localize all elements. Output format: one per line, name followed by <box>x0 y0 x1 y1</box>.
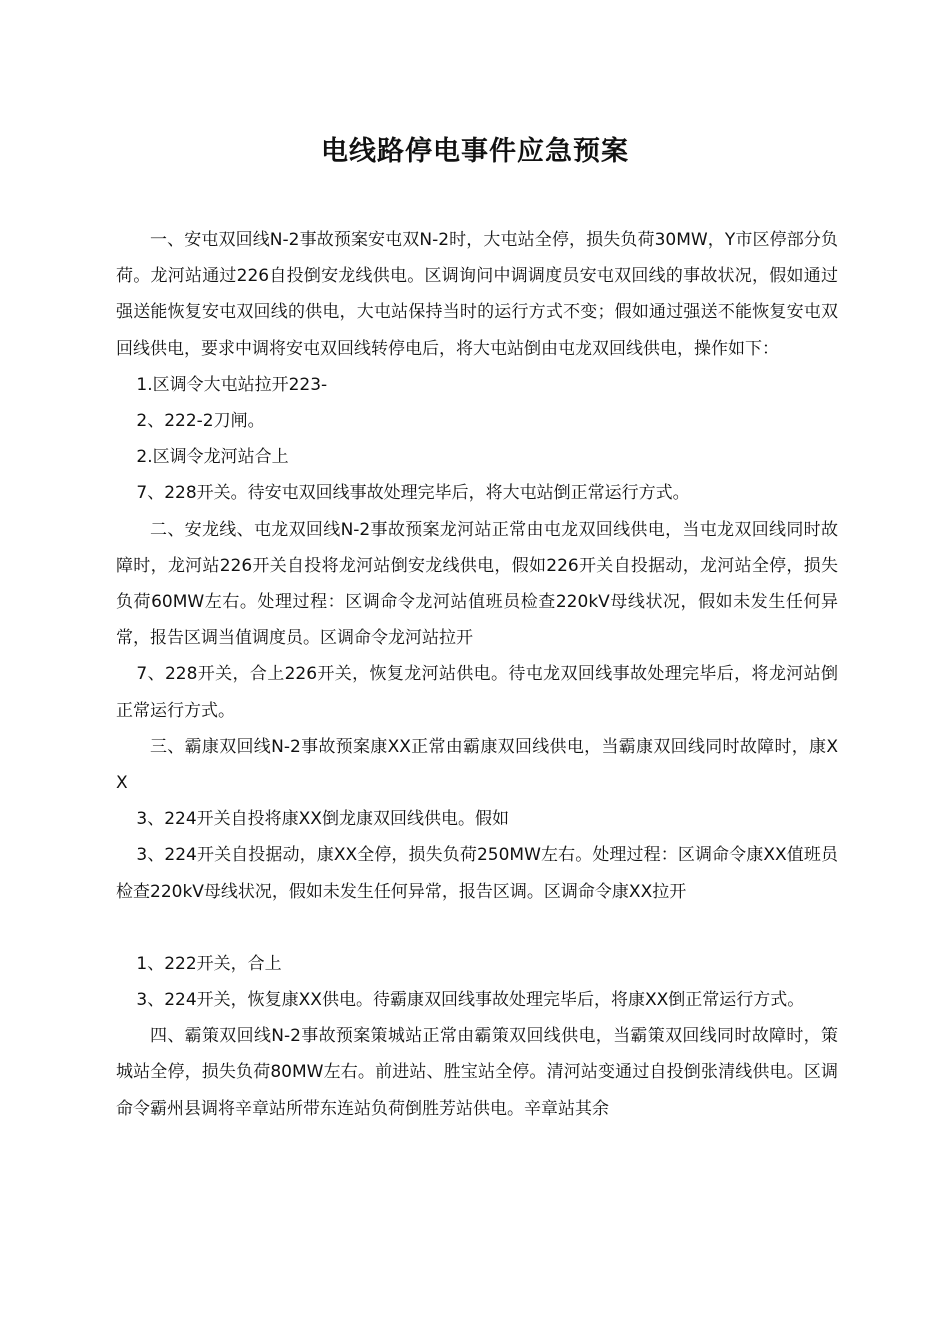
document-title: 电线路停电事件应急预案 <box>321 136 629 167</box>
paragraph-step-4: 7、228开关。待安屯双回线事故处理完毕后，将大屯站倒正常运行方式。 <box>136 483 690 504</box>
paragraph-step-2: 2、222-2刀闸。 <box>136 411 265 432</box>
paragraph-section-3-cont-2: 3、224开关自投据动，康XX全停，损失负荷250MW左右。处理过程：区调命令康XX值班员检查220kV母线状况，假如未发生任何异常，报告区调。区调命令康XX拉开 <box>116 845 838 902</box>
paragraph-step-3: 2.区调令龙河站合上 <box>136 447 289 468</box>
paragraph-section-3: 三、霸康双回线N-2事故预案康XX正常由霸康双回线供电，当霸康双回线同时故障时，康XX <box>116 736 838 794</box>
paragraph-section-3-cont-4: 3、224开关，恢复康XX供电。待霸康双回线事故处理完毕后，将康XX倒正常运行方式。 <box>136 990 805 1011</box>
paragraph-section-2: 二、安龙线、屯龙双回线N-2事故预案龙河站正常由屯龙双回线供电，当屯龙双回线同时故障时，龙河站226开关自投将龙河站倒安龙线供电，假如226开关自投据动，龙河站全停，损失负荷60MW左右。处理过程：区调命令龙河站值班员检查220kV母线状况，假如未发生任何异常，报告区调当值调度员。区调命令龙河站拉开 <box>116 519 838 649</box>
paragraph-section-1: 一、安屯双回线N-2事故预案安屯双N-2时，大屯站全停，损失负荷30MW，Y市区停部分负荷。龙河站通过226自投倒安龙线供电。区调询问中调调度员安屯双回线的事故状况，假如通过强送能恢复安屯双回线的供电，大屯站保持当时的运行方式不变；假如通过强送不能恢复安屯双回线供电，要求中调将安屯双回线转停电后，将大屯站倒由屯龙双回线供电，操作如下： <box>116 230 838 359</box>
paragraph-gap <box>116 910 838 946</box>
document-body <box>116 222 838 1127</box>
paragraph-section-2-cont: 7、228开关，合上226开关，恢复龙河站供电。待屯龙双回线事故处理完毕后，将龙河站倒正常运行方式。 <box>116 664 838 721</box>
paragraph-section-3-cont-1: 3、224开关自投将康XX倒龙康双回线供电。假如 <box>136 809 509 830</box>
paragraph-section-4: 四、霸策双回线N-2事故预案策城站正常由霸策双回线供电，当霸策双回线同时故障时，策城站全停，损失负荷80MW左右。前进站、胜宝站全停。清河站变通过自投倒张清线供电。区调命令霸州县调将辛章站所带东连站负荷倒胜芳站供电。辛章站其余 <box>116 1026 838 1119</box>
paragraph-step-1: 1.区调令大屯站拉开223- <box>136 374 328 395</box>
paragraph-section-3-cont-3: 1、222开关，合上 <box>136 953 282 974</box>
